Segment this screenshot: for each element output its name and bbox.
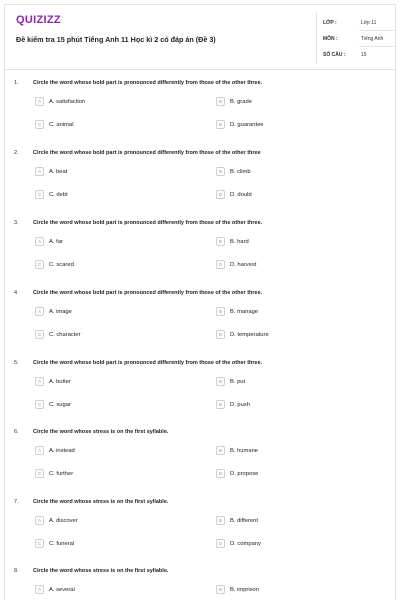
option-text: C. debt — [49, 191, 68, 198]
meta-subject — [323, 36, 397, 48]
option-text: B. grade — [230, 98, 252, 105]
meta-count-label: SỐ CÂU : — [323, 52, 346, 58]
option-letter-box: D — [216, 260, 225, 269]
option-text: A. discover — [49, 517, 78, 524]
option-text: B. different — [230, 517, 258, 524]
option-letter-box: D — [216, 539, 225, 548]
option-c[interactable] — [35, 329, 81, 340]
option-text: D. harvest — [230, 261, 257, 268]
option-letter-box: D — [216, 330, 225, 339]
option-text: D. propose — [230, 470, 259, 477]
meta-box — [316, 12, 396, 64]
option-text: D. company — [230, 540, 261, 547]
question-number: 8. — [14, 568, 19, 574]
option-letter-box: C — [35, 190, 44, 199]
option-a[interactable] — [35, 306, 72, 317]
option-d[interactable] — [216, 259, 256, 270]
option-letter-box: A — [35, 97, 44, 106]
option-letter-box: D — [216, 469, 225, 478]
worksheet-header — [4, 4, 396, 70]
option-text: B. hard — [230, 238, 249, 245]
question-text: Circle the word whose bold part is pronounced differently from those of the other three — [33, 150, 261, 156]
option-letter-box: B — [216, 237, 225, 246]
option-b[interactable] — [216, 306, 258, 317]
option-d[interactable] — [216, 468, 258, 479]
option-letter-box: A — [35, 307, 44, 316]
option-text: A. satisfaction — [49, 98, 86, 105]
meta-subject-label: MÔN : — [323, 36, 338, 42]
meta-count-value: 15 — [361, 52, 367, 58]
meta-divider — [359, 30, 395, 31]
question-number: 1. — [14, 80, 19, 86]
option-a[interactable] — [35, 584, 75, 595]
option-d[interactable] — [216, 329, 269, 340]
option-text: A. image — [49, 308, 72, 315]
option-text: D. temperature — [230, 331, 269, 338]
option-text: B. put — [230, 378, 246, 385]
option-letter-box: B — [216, 516, 225, 525]
option-c[interactable] — [35, 468, 73, 479]
question-number: 4. — [14, 290, 19, 296]
option-letter-box: C — [35, 469, 44, 478]
option-text: D. push — [230, 401, 250, 408]
option-a[interactable] — [35, 376, 71, 387]
option-letter-box: B — [216, 377, 225, 386]
option-b[interactable] — [216, 236, 249, 247]
option-text: A. beat — [49, 168, 68, 175]
option-text: A. far — [49, 238, 63, 245]
option-text: D. doubt — [230, 191, 252, 198]
option-letter-box: B — [216, 446, 225, 455]
option-text: B. climb — [230, 168, 251, 175]
question-text: Circle the word whose bold part is pronounced differently from those of the other three. — [33, 220, 263, 226]
option-b[interactable] — [216, 445, 258, 456]
option-c[interactable] — [35, 189, 68, 200]
question-number: 7. — [14, 499, 19, 505]
option-d[interactable] — [216, 538, 261, 549]
page-border — [4, 4, 396, 600]
option-b[interactable] — [216, 584, 259, 595]
option-d[interactable] — [216, 189, 252, 200]
meta-class-value: Lớp 11 — [361, 20, 377, 26]
option-a[interactable] — [35, 515, 78, 526]
meta-divider — [359, 46, 395, 47]
option-letter-box: C — [35, 539, 44, 548]
option-c[interactable] — [35, 399, 71, 410]
option-text: C. scared — [49, 261, 74, 268]
option-letter-box: B — [216, 167, 225, 176]
option-a[interactable] — [35, 445, 75, 456]
option-letter-box: C — [35, 260, 44, 269]
option-letter-box: C — [35, 330, 44, 339]
meta-class — [323, 20, 397, 32]
option-text: C. sugar — [49, 401, 71, 408]
option-letter-box: A — [35, 377, 44, 386]
option-text: D. guarantee — [230, 121, 264, 128]
option-letter-box: A — [35, 516, 44, 525]
option-b[interactable] — [216, 166, 251, 177]
option-letter-box: B — [216, 585, 225, 594]
option-text: B. humane — [230, 447, 259, 454]
option-letter-box: D — [216, 120, 225, 129]
option-b[interactable] — [216, 376, 245, 387]
option-text: A. instead — [49, 447, 75, 454]
option-text: A. several — [49, 586, 75, 593]
option-letter-box: B — [216, 97, 225, 106]
option-letter-box: D — [216, 190, 225, 199]
option-c[interactable] — [35, 538, 74, 549]
meta-class-label: LỚP : — [323, 20, 337, 26]
question-text: Circle the word whose stress is on the first syllable. — [33, 429, 169, 435]
quizizz-logo: QUIZIZZ — [16, 14, 61, 26]
option-letter-box: A — [35, 237, 44, 246]
question-text: Circle the word whose bold part is pronounced differently from those of the other three. — [33, 360, 263, 366]
option-d[interactable] — [216, 119, 264, 130]
meta-subject-value: Tiếng Anh — [361, 36, 384, 42]
option-b[interactable] — [216, 96, 252, 107]
question-text: Circle the word whose stress is on the first syllable. — [33, 568, 169, 574]
option-text: C. further — [49, 470, 74, 477]
option-letter-box: C — [35, 400, 44, 409]
option-a[interactable] — [35, 96, 85, 107]
option-text: A. butter — [49, 378, 71, 385]
option-letter-box: B — [216, 307, 225, 316]
question-text: Circle the word whose bold part is pronounced differently from those of the other three. — [33, 80, 263, 86]
option-letter-box: D — [216, 400, 225, 409]
option-a[interactable] — [35, 166, 67, 177]
option-c[interactable] — [35, 119, 73, 130]
option-letter-box: A — [35, 585, 44, 594]
option-a[interactable] — [35, 236, 63, 247]
question-text: Circle the word whose bold part is pronounced differently from those of the other three. — [33, 290, 263, 296]
option-letter-box: C — [35, 120, 44, 129]
option-text: B. imprison — [230, 586, 259, 593]
option-text: C. character — [49, 331, 81, 338]
quiz-title: Đề kiểm tra 15 phút Tiếng Anh 11 Học kì 2 có đáp án (Đề 3) — [16, 35, 216, 44]
option-c[interactable] — [35, 259, 74, 270]
question-number: 5. — [14, 360, 19, 366]
option-text: C. funeral — [49, 540, 75, 547]
option-letter-box: A — [35, 446, 44, 455]
option-d[interactable] — [216, 399, 250, 410]
option-text: B. manage — [230, 308, 259, 315]
meta-count — [323, 52, 397, 64]
question-number: 6. — [14, 429, 19, 435]
option-text: C. animal — [49, 121, 74, 128]
question-text: Circle the word whose stress is on the first syllable. — [33, 499, 169, 505]
option-letter-box: A — [35, 167, 44, 176]
option-b[interactable] — [216, 515, 258, 526]
question-number: 2. — [14, 150, 19, 156]
question-number: 3. — [14, 220, 19, 226]
